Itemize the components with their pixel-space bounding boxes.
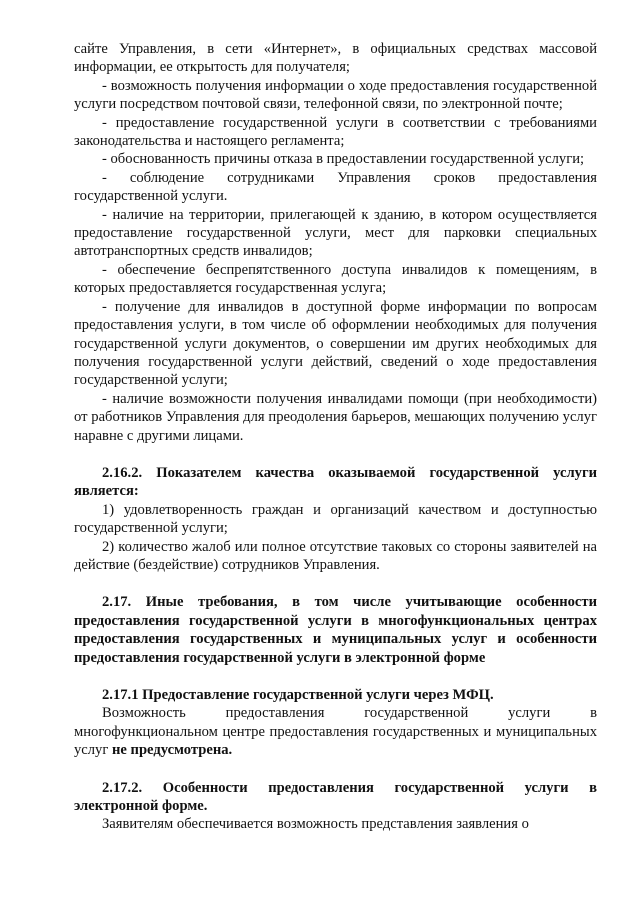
heading-2-17-2: 2.17.2. Особенности предоставления государственной услуги в электронной форме. [74,779,597,815]
spacer [74,574,597,593]
spacer [74,667,597,686]
list-item-complaints: 2) количество жалоб или полное отсутствие таковых со стороны заявителей на действие (бездействие) сотрудников Управления. [74,538,597,573]
spacer [74,760,597,779]
paragraph-mfc-emphasis: не предусмотрена. [112,742,233,759]
paragraph-refusal-reason: - обоснованность причины отказа в предоставлении государственной услуги; [102,151,585,168]
paragraph-deadlines: - соблюдение сотрудниками Управления сроков предоставления государственной услуги. [74,169,597,205]
paragraph-electronic-form: Заявителям обеспечивается возможность представления заявления о [102,816,529,833]
paragraph-parking: - наличие на территории, прилегающей к зданию, в котором осуществляется предоставление государственной услуги, мест для парковки специальных автотранспортных средств инвалидов; [74,206,597,260]
paragraph-website-info: сайте Управления, в сети «Интернет», в официальных средствах массовой информации, ее открытость для получателя; [74,41,597,76]
paragraph-compliance: - предоставление государственной услуги в соответствии с требованиями законодательства и настоящего регламента; [74,114,597,150]
spacer [74,445,597,464]
paragraph-accessibility: - обеспечение беспрепятственного доступа инвалидов к помещениям, в которых предоставляется государственная услуга; [74,261,597,297]
document-body [74,40,597,834]
heading-2-17: 2.17. Иные требования, в том числе учитывающие особенности предоставления государственной услуги в многофункциональных центрах предоставления государственных и муниципальных услуг и особенности предоставления государственной услуги в электронной форме [74,594,597,666]
heading-2-17-1: 2.17.1 Предоставление государственной услуги через МФЦ. [102,687,494,703]
paragraph-assistance: - наличие возможности получения инвалидами помощи (при необходимости) от работников Управления для преодоления барьеров, мешающих получению услуг наравне с другими лицами. [74,390,597,444]
paragraph-info-access: - возможность получения информации о ходе предоставления государственной услуги посредством почтовой связи, телефонной связи, по электронной почте; [74,77,597,113]
heading-2-16-2: 2.16.2. Показателем качества оказываемой государственной услуги является: [74,464,597,500]
paragraph-mfc [74,704,597,759]
paragraph-mfc-text: Возможность предоставления государственной услуги в многофункциональном центре предоставления государственных и муниципальных услуг [74,705,597,759]
paragraph-accessible-info: - получение для инвалидов в доступной форме информации по вопросам предоставления услуги, в том числе об оформлении необходимых для получения государственной услуги документов, о совершении им других необходимых для получения государственной услуги действий, сведений о ходе предоставления государственной услуги; [74,298,597,389]
list-item-satisfaction: 1) удовлетворенность граждан и организаций качеством и доступностью государственной услуги; [74,501,597,537]
